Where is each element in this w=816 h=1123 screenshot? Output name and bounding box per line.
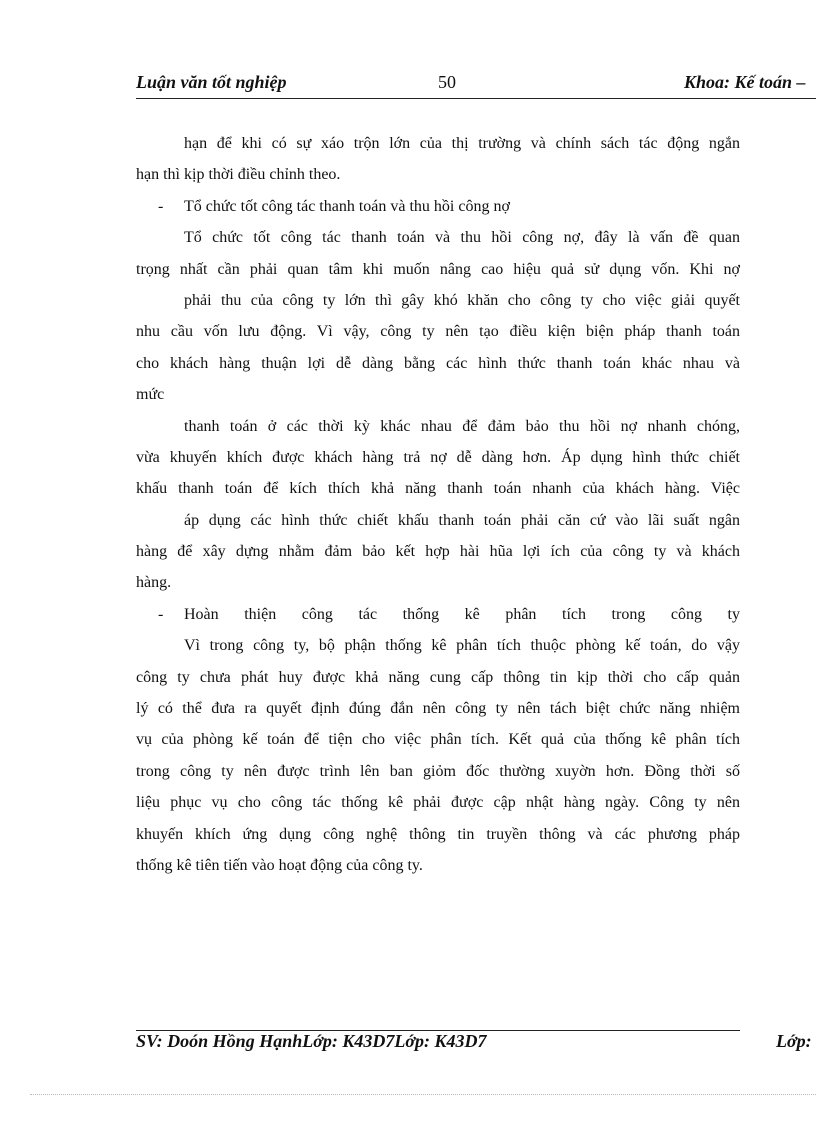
text-line: khấu thanh toán để kích thích khả năng thanh toán nhanh của khách hàng. Việc xyxy=(136,480,740,498)
thesis-title: Luận văn tốt nghiệp xyxy=(136,72,287,92)
class-label: Lớp: xyxy=(776,1031,812,1051)
text-line: liệu phục vụ cho công tác thống kê phải được cập nhật hàng ngày. Công ty nên xyxy=(136,794,740,812)
text-line: thanh toán ở các thời kỳ khác nhau để đảm bảo thu hồi nợ nhanh chóng, xyxy=(184,417,740,435)
text-line: Tổ chức tốt công tác thanh toán và thu hồi công nợ, đây là vấn đề quan xyxy=(184,229,740,247)
text-line: hàng. xyxy=(136,574,172,592)
text-line: Vì trong công ty, bộ phận thống kê phân tích thuộc phòng kế toán, do vậy xyxy=(184,637,740,655)
bullet-item xyxy=(136,601,740,632)
bullet-text: Tổ chức tốt công tác thanh toán và thu hồi công nợ xyxy=(184,197,510,215)
text-line: khuyến khích ứng dụng công nghệ thông tin truyền thông và các phương pháp xyxy=(136,825,740,843)
page-number: 50 xyxy=(438,72,456,92)
body-text xyxy=(136,130,740,883)
text-line: thống kê tiên tiến vào hoạt động của công ty. xyxy=(136,856,423,874)
text-line: công ty chưa phát huy được khả năng cung cấp thông tin kịp thời cho cấp quản xyxy=(136,668,740,686)
bullet-dash: - xyxy=(158,197,164,215)
page-header xyxy=(136,70,816,99)
text-line: cho khách hàng thuận lợi dễ dàng bằng các hình thức thanh toán khác nhau và xyxy=(136,354,740,372)
text-line: hạn để khi có sự xáo trộn lớn của thị trường và chính sách tác động ngắn xyxy=(184,135,740,152)
student-info: SV: Doón Hồng HạnhLớp: K43D7Lớp: K43D7 xyxy=(136,1031,487,1051)
bullet-item xyxy=(136,193,740,224)
text-line: trong công ty nên được trình lên ban giỏm đốc thường xuyờn hơn. Đồng thời số xyxy=(136,762,740,780)
text-line: hàng để xây dựng nhằm đảm bảo kết hợp hài hũa lợi ích của công ty và khách xyxy=(136,543,740,561)
faculty-label: Khoa: Kế toán – xyxy=(684,72,806,92)
text-line: vừa khuyến khích được khách hàng trả nợ dễ dàng hơn. Áp dụng hình thức chiết xyxy=(136,448,740,466)
text-line: vụ của phòng kế toán để tiện cho việc phân tích. Kết quả của thống kê phân tích xyxy=(136,731,740,749)
text-line: mức xyxy=(136,386,165,404)
text-line: áp dụng các hình thức chiết khấu thanh toán phải căn cứ vào lãi suất ngân xyxy=(184,511,740,529)
bullet-text: Hoàn thiện công tác thống kê phân tích trong công ty xyxy=(184,605,740,623)
text-line: phải thu của công ty lớn thì gây khó khăn cho công ty cho việc giải quyết xyxy=(184,291,740,309)
text-line: hạn thì kịp thời điều chỉnh theo. xyxy=(136,166,341,184)
text-line: trọng nhất cần phải quan tâm khi muốn nâng cao hiệu quả sử dụng vốn. Khi nợ xyxy=(136,260,740,278)
page-bottom-dotted-line xyxy=(30,1094,816,1095)
text-line: nhu cầu vốn lưu động. Vì vậy, công ty nên tạo điều kiện biện pháp thanh toán xyxy=(136,323,740,341)
bullet-dash: - xyxy=(158,605,164,623)
text-line: lý có thể đưa ra quyết định đúng đắn nên công ty nên tách biệt chức năng nhiệm xyxy=(136,700,740,718)
